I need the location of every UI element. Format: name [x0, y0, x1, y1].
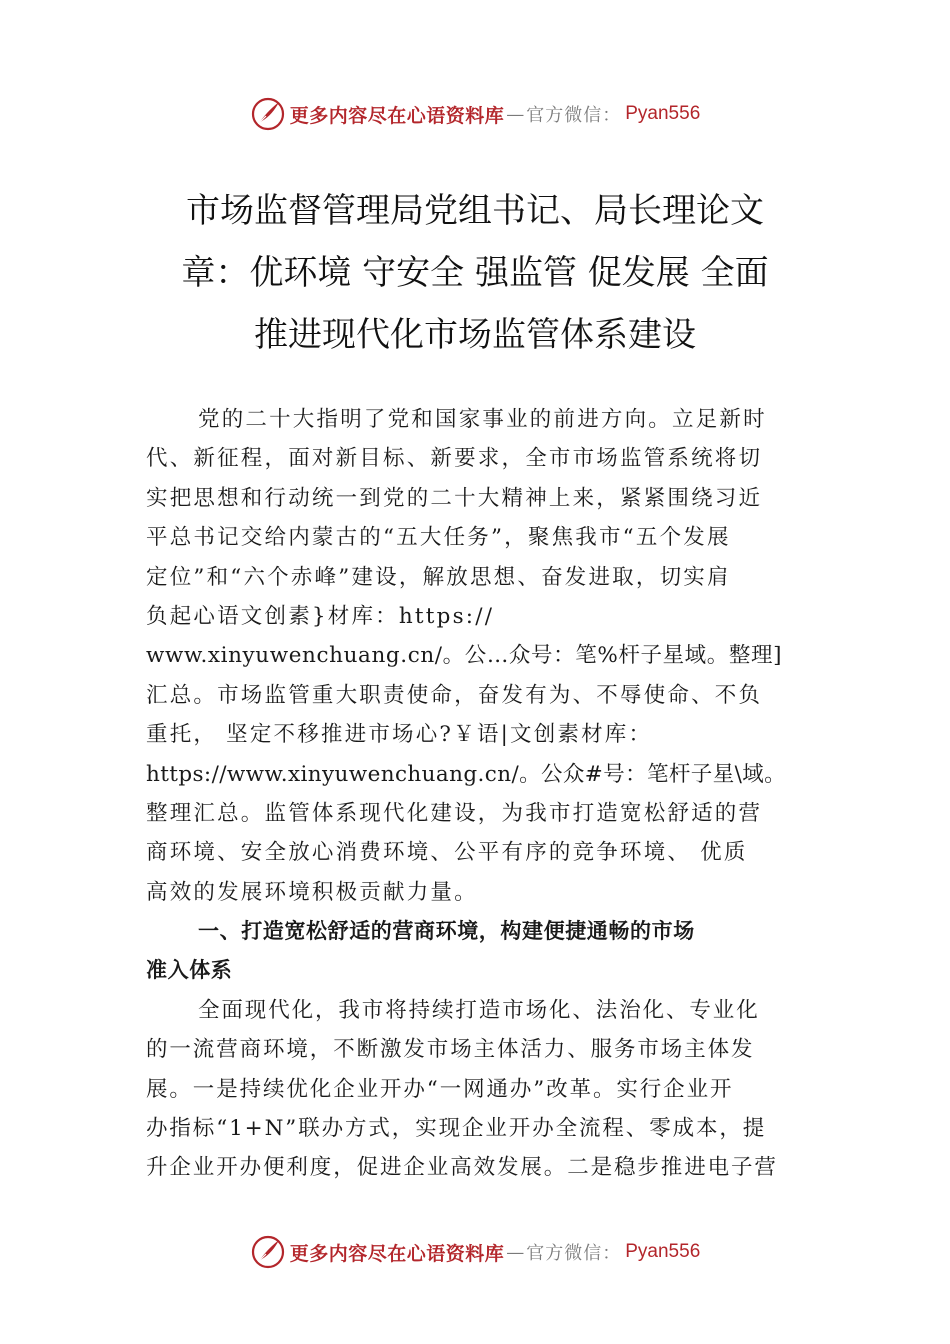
- body-line: 重托， 坚定不移推进市场心?￥语|文创素材库：: [146, 722, 653, 748]
- section-body-line: 办指标“1+N”联办方式，实现企业开办全流程、零成本，提: [146, 1116, 767, 1142]
- body-line: 党的二十大指明了党和国家事业的前进方向。立足新时: [198, 407, 767, 432]
- quill-logo-icon: [250, 1234, 286, 1270]
- body-line: 商环境、安全放心消费环境、公平有序的竞争环境、 优质: [146, 840, 748, 866]
- section-body-line: 升企业开办便利度，促进企业高效发展。二是稳步推进电子营: [146, 1155, 778, 1181]
- title-line: 章：优环境 守安全 强监管 促发展 全面: [181, 253, 769, 293]
- quill-logo-icon: [250, 96, 286, 132]
- banner-wechat-label: 官方微信：: [526, 105, 622, 126]
- document-title: [140, 180, 810, 366]
- banner-brand: 更多内容尽在心语资料库: [289, 1242, 505, 1265]
- banner-wechat-id: Pyan556: [625, 1241, 701, 1262]
- title-line: 推进现代化市场监管体系建设: [254, 315, 696, 355]
- body-line: www.xinyuwenchuang.cn/。公…众号：笔%杆子星域。整理]: [146, 643, 783, 669]
- body-line: 代、新征程，面对新目标、新要求，全市市场监管系统将切: [146, 446, 763, 472]
- body-line: 平总书记交给内蒙古的“五大任务”，聚焦我市“五个发展: [146, 525, 731, 551]
- header-banner: [0, 94, 950, 134]
- section-body-line: 展。一是持续优化企业开办“一网通办”改革。实行企业开: [146, 1076, 734, 1102]
- body-line: 高效的发展环境积极贡献力量。: [146, 879, 478, 905]
- section-body-line: 全面现代化，我市将持续打造市场化、法治化、专业化: [198, 997, 760, 1023]
- body-line: 定位”和“六个赤峰”建设，解放思想、奋发进取，切实肩: [146, 564, 731, 590]
- banner-separator: —: [506, 103, 525, 125]
- body-line: 实把思想和行动统一到党的二十大精神上来，紧紧围绕习近: [146, 485, 763, 511]
- title-line: 市场监督管理局党组书记、局长理论文: [186, 191, 764, 231]
- body-line: 汇总。市场监管重大职责使命，奋发有为、不辱使命、不负: [146, 682, 763, 708]
- document-body: [146, 400, 826, 1188]
- banner-brand: 更多内容尽在心语资料库: [289, 104, 505, 127]
- body-line: 整理汇总。监管体系现代化建设，为我市打造宽松舒适的营: [146, 800, 763, 826]
- body-line: 负起心语文创素}材库：https://: [146, 603, 495, 629]
- footer-banner: [0, 1232, 950, 1272]
- section-heading: 准入体系: [146, 958, 233, 983]
- banner-separator: —: [506, 1241, 525, 1263]
- banner-wechat-id: Pyan556: [625, 103, 701, 124]
- section-heading: 一、打造宽松舒适的营商环境，构建便捷通畅的市场: [198, 919, 695, 944]
- section-body-line: 的一流营商环境，不断激发市场主体活力、服务市场主体发: [146, 1037, 755, 1063]
- banner-wechat-label: 官方微信：: [526, 1243, 622, 1264]
- body-line: https://www.xinyuwenchuang.cn/。公众#号：笔杆子星\域。: [146, 761, 787, 787]
